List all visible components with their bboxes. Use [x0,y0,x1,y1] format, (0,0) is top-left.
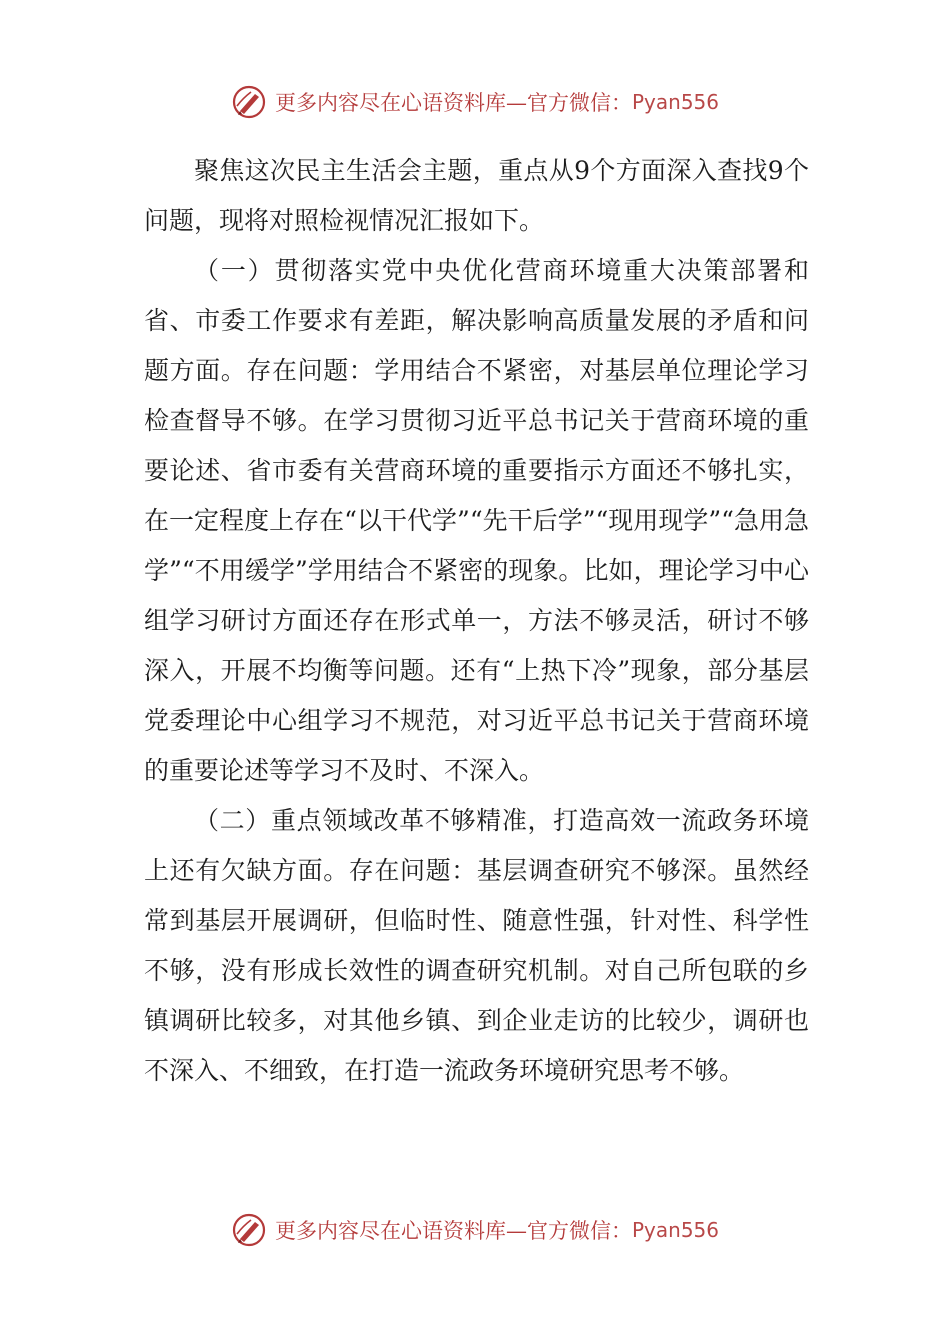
document-body [144,146,809,1096]
banner-wechat-id: Pyan556 [631,1218,719,1242]
pen-logo-icon [231,84,267,120]
paragraph-section-1: （一）贯彻落实党中央优化营商环境重大决策部署和省、市委工作要求有差距，解决影响高质量发展的矛盾和问题方面。存在问题：学用结合不紧密，对基层单位理论学习检查督导不够。在学习贯彻习近平总书记关于营商环境的重要论述、省市委有关营商环境的重要指示方面还不够扎实，在一定程度上存在“以干代学”“先干后学”“现用现学”“急用急学”“不用缓学”学用结合不紧密的现象。比如，理论学习中心组学习研讨方面还存在形式单一，方法不够灵活，研讨不够深入，开展不均衡等问题。还有“上热下冷”现象，部分基层党委理论中心组学习不规范，对习近平总书记关于营商环境的重要论述等学习不及时、不深入。 [144,256,809,785]
banner-text: 更多内容尽在心语资料库—官方微信： [274,1219,632,1243]
banner-wechat-id: Pyan556 [631,90,719,114]
paragraph-intro: 聚焦这次民主生活会主题，重点从9个方面深入查找9个问题，现将对照检视情况汇报如下。 [144,156,809,235]
footer-watermark-banner [0,1208,950,1252]
header-watermark-banner [0,80,950,124]
banner-text: 更多内容尽在心语资料库—官方微信： [274,91,632,115]
paragraph-section-2: （二）重点领域改革不够精准，打造高效一流政务环境上还有欠缺方面。存在问题：基层调查研究不够深。虽然经常到基层开展调研，但临时性、随意性强，针对性、科学性不够，没有形成长效性的调查研究机制。对自己所包联的乡镇调研比较多，对其他乡镇、到企业走访的比较少，调研也不深入、不细致，在打造一流政务环境研究思考不够。 [144,806,809,1085]
pen-logo-icon [231,1212,267,1248]
